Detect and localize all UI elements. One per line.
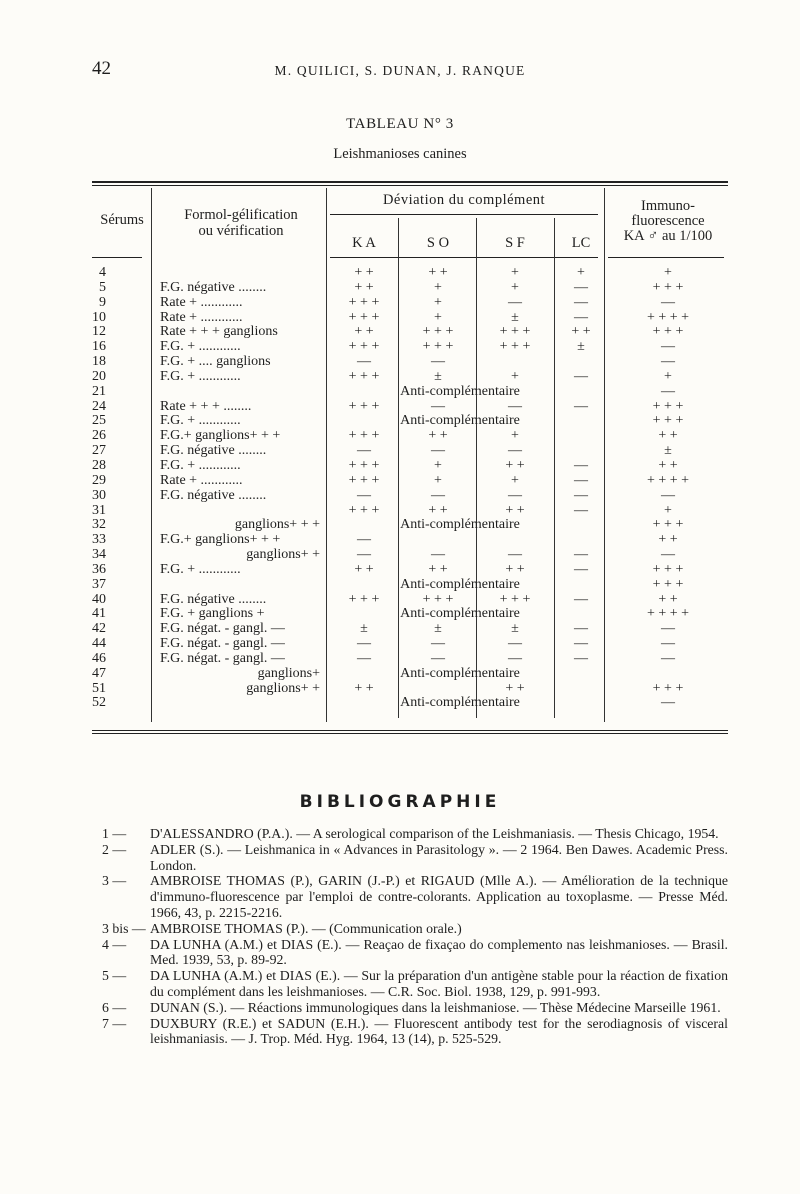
cell-serum: 37 bbox=[92, 576, 106, 592]
cell-so: + + bbox=[428, 561, 448, 577]
cell-ka: + + bbox=[354, 561, 374, 577]
cell-lc: — bbox=[574, 487, 588, 503]
header-rule-serums bbox=[92, 257, 142, 258]
cell-serum: 25 bbox=[92, 413, 106, 429]
cell-immunofluorescence: — bbox=[661, 547, 675, 563]
cell-sf: + + bbox=[505, 457, 525, 473]
cell-so: — bbox=[431, 443, 445, 459]
cell-formol: Rate + ............ bbox=[160, 294, 243, 310]
cell-ka: — bbox=[357, 354, 371, 370]
table-subtitle: Leishmanioses canines bbox=[333, 146, 467, 162]
cell-serum: 44 bbox=[92, 636, 106, 652]
table-row bbox=[0, 340, 800, 355]
cell-lc: — bbox=[574, 502, 588, 518]
cell-immunofluorescence: + bbox=[664, 502, 672, 518]
cell-immunofluorescence: — bbox=[661, 621, 675, 637]
cell-ka: + + bbox=[354, 324, 374, 340]
reference-item bbox=[92, 968, 728, 1000]
cell-immunofluorescence: — bbox=[661, 339, 675, 355]
reference-item bbox=[92, 826, 728, 842]
cell-sf: — bbox=[508, 443, 522, 459]
cell-immunofluorescence: + + + bbox=[652, 279, 684, 295]
cell-sf: + + bbox=[505, 502, 525, 518]
cell-serum: 41 bbox=[92, 606, 106, 622]
cell-serum: 20 bbox=[92, 368, 106, 384]
table-row bbox=[0, 593, 800, 608]
header-rule-deviation bbox=[330, 257, 598, 258]
reference-item bbox=[92, 921, 728, 937]
table-row bbox=[0, 281, 800, 296]
cell-so: — bbox=[431, 547, 445, 563]
table-row bbox=[0, 266, 800, 281]
cell-immunofluorescence: + + + + bbox=[646, 606, 690, 622]
cell-immunofluorescence: + + bbox=[658, 532, 678, 548]
cell-formol: Rate + ............ bbox=[160, 472, 243, 488]
cell-immunofluorescence: + + + bbox=[652, 576, 684, 592]
table-row bbox=[0, 459, 800, 474]
table-bottom-rule-thin bbox=[92, 733, 728, 734]
cell-immunofluorescence: + bbox=[664, 265, 672, 280]
cell-immunofluorescence: + + bbox=[658, 591, 678, 607]
cell-formol: F.G. négative ........ bbox=[160, 487, 267, 503]
table-row bbox=[0, 548, 800, 563]
header-rule-ifi bbox=[608, 257, 724, 258]
cell-sf: + bbox=[511, 368, 519, 384]
table-row bbox=[0, 325, 800, 340]
cell-anti-complementaire: Anti-complémentaire bbox=[400, 383, 520, 399]
cell-so: — bbox=[431, 650, 445, 666]
table-row bbox=[0, 622, 800, 637]
cell-serum: 24 bbox=[92, 398, 106, 414]
table-row bbox=[0, 696, 800, 711]
cell-immunofluorescence: + + + bbox=[652, 517, 684, 533]
cell-so: + + bbox=[428, 502, 448, 518]
cell-immunofluorescence: + + + + bbox=[646, 472, 690, 488]
cell-anti-complementaire: Anti-complémentaire bbox=[400, 576, 520, 592]
cell-formol: ganglions+ + + bbox=[234, 517, 320, 533]
cell-ka: + + bbox=[354, 279, 374, 295]
table-row bbox=[0, 667, 800, 682]
cell-formol: F.G. + ............ bbox=[160, 561, 241, 577]
bibliography-heading: BIBLIOGRAPHIE bbox=[299, 792, 501, 812]
cell-so: + + bbox=[428, 428, 448, 444]
cell-sf: — bbox=[508, 487, 522, 503]
cell-serum: 33 bbox=[92, 532, 106, 548]
table-body bbox=[0, 266, 800, 711]
table-row bbox=[0, 474, 800, 489]
cell-ka: — bbox=[357, 636, 371, 652]
table-row bbox=[0, 518, 800, 533]
header-serums: Sérums bbox=[100, 212, 144, 228]
cell-immunofluorescence: + + bbox=[658, 457, 678, 473]
cell-ka: + + bbox=[354, 265, 374, 280]
cell-immunofluorescence: + + + bbox=[652, 561, 684, 577]
header-lc: LC bbox=[571, 235, 591, 251]
cell-so: + bbox=[434, 294, 442, 310]
table-title: TABLEAU N° 3 bbox=[346, 116, 454, 132]
header-ifi-line1: Immuno- bbox=[641, 198, 695, 214]
cell-ka: + + + bbox=[348, 339, 380, 355]
reference-number: 6 — bbox=[102, 999, 127, 1015]
reference-item bbox=[92, 1016, 728, 1048]
cell-lc: — bbox=[574, 309, 588, 325]
cell-so: ± bbox=[434, 368, 442, 384]
cell-ka: + + + bbox=[348, 457, 380, 473]
cell-formol: F.G. + ganglions + bbox=[160, 606, 265, 622]
reference-item bbox=[92, 1000, 728, 1016]
cell-sf: + + + bbox=[499, 324, 531, 340]
cell-so: + bbox=[434, 309, 442, 325]
reference-item bbox=[92, 873, 728, 920]
header-so: S O bbox=[426, 235, 450, 251]
cell-serum: 29 bbox=[92, 472, 106, 488]
cell-ka: + + + bbox=[348, 591, 380, 607]
cell-formol: F.G. + ............ bbox=[160, 413, 241, 429]
cell-serum: 40 bbox=[92, 591, 106, 607]
header-ifi-line2: fluorescence bbox=[631, 213, 705, 229]
cell-formol: F.G. négat. - gangl. — bbox=[160, 636, 285, 652]
reference-number: 5 — bbox=[102, 968, 127, 984]
reference-list bbox=[92, 826, 728, 1047]
cell-immunofluorescence: + + bbox=[658, 428, 678, 444]
cell-so: — bbox=[431, 487, 445, 503]
cell-formol: Rate + + + ........ bbox=[160, 398, 252, 414]
table-row bbox=[0, 355, 800, 370]
reference-text: DA LUNHA (A.M.) et DIAS (E.). — Sur la préparation d'un antigène stable pour la réaction de fixation du complément dans les leishmanioses. — C.R. Soc. Biol. 1938, 129, p. 991-993. bbox=[150, 968, 728, 999]
cell-serum: 12 bbox=[92, 324, 106, 340]
cell-serum: 21 bbox=[92, 383, 106, 399]
cell-serum: 10 bbox=[92, 309, 106, 325]
cell-ka: + + + bbox=[348, 398, 380, 414]
cell-serum: 31 bbox=[92, 502, 106, 518]
cell-immunofluorescence: ± bbox=[664, 443, 672, 459]
reference-number: 1 — bbox=[102, 826, 127, 841]
cell-lc: — bbox=[574, 621, 588, 637]
cell-anti-complementaire: Anti-complémentaire bbox=[400, 695, 520, 711]
cell-so: + + + bbox=[422, 339, 454, 355]
cell-formol: F.G. négative ........ bbox=[160, 443, 267, 459]
cell-ka: + + + bbox=[348, 309, 380, 325]
table-row bbox=[0, 533, 800, 548]
reference-text: ADLER (S.). — Leishmanica in « Advances in Parasitology ». — 2 1964. Ben Dawes. Academic Press. London. bbox=[150, 841, 728, 873]
table-row bbox=[0, 414, 800, 429]
cell-formol: ganglions+ + bbox=[246, 547, 320, 563]
cell-lc: — bbox=[574, 591, 588, 607]
cell-formol: ganglions+ bbox=[257, 665, 320, 681]
cell-sf: ± bbox=[511, 621, 519, 637]
table-row bbox=[0, 444, 800, 459]
reference-number: 4 — bbox=[102, 936, 127, 952]
cell-so: + + + bbox=[422, 324, 454, 340]
cell-serum: 26 bbox=[92, 428, 106, 444]
cell-formol: F.G.+ ganglions+ + + bbox=[160, 532, 281, 548]
header-sf: S F bbox=[505, 235, 525, 251]
cell-lc: — bbox=[574, 636, 588, 652]
cell-lc: — bbox=[574, 398, 588, 414]
cell-sf: — bbox=[508, 547, 522, 563]
cell-lc: — bbox=[574, 650, 588, 666]
table-row bbox=[0, 637, 800, 652]
reference-text: DUXBURY (R.E.) et SADUN (E.H.). — Fluorescent antibody test for the serodiagnosis of visceral leishmaniasis. — J. Trop. Méd. Hyg. 1964, 13 (14), p. 525-529. bbox=[150, 1015, 728, 1047]
cell-sf: — bbox=[508, 636, 522, 652]
table-row bbox=[0, 385, 800, 400]
reference-number: 2 — bbox=[102, 841, 127, 857]
table-row bbox=[0, 504, 800, 519]
table-row bbox=[0, 370, 800, 385]
cell-so: + bbox=[434, 279, 442, 295]
cell-ka: + + + bbox=[348, 472, 380, 488]
cell-lc: — bbox=[574, 547, 588, 563]
reference-number: 3 bis — bbox=[102, 920, 146, 936]
cell-ka: + + bbox=[354, 680, 374, 696]
cell-immunofluorescence: — bbox=[661, 636, 675, 652]
cell-immunofluorescence: — bbox=[661, 650, 675, 666]
cell-lc: — bbox=[574, 472, 588, 488]
cell-serum: 28 bbox=[92, 457, 106, 473]
cell-ka: + + + bbox=[348, 428, 380, 444]
cell-sf: + bbox=[511, 265, 519, 280]
cell-anti-complementaire: Anti-complémentaire bbox=[400, 665, 520, 681]
cell-ka: ± bbox=[360, 621, 368, 637]
cell-immunofluorescence: — bbox=[661, 487, 675, 503]
cell-immunofluorescence: — bbox=[661, 354, 675, 370]
cell-ka: — bbox=[357, 532, 371, 548]
cell-so: + bbox=[434, 457, 442, 473]
cell-immunofluorescence: — bbox=[661, 383, 675, 399]
cell-immunofluorescence: — bbox=[661, 294, 675, 310]
cell-so: — bbox=[431, 354, 445, 370]
cell-ka: — bbox=[357, 650, 371, 666]
cell-formol: Rate + ............ bbox=[160, 309, 243, 325]
cell-lc: — bbox=[574, 279, 588, 295]
cell-serum: 36 bbox=[92, 561, 106, 577]
cell-serum: 34 bbox=[92, 547, 106, 563]
cell-lc: — bbox=[574, 457, 588, 473]
table-top-rule-thin bbox=[92, 185, 728, 186]
reference-number: 7 — bbox=[102, 1015, 127, 1031]
cell-immunofluorescence: + + + + bbox=[646, 309, 690, 325]
cell-sf: + + + bbox=[499, 339, 531, 355]
header-ka: K A bbox=[352, 235, 376, 251]
cell-serum: 46 bbox=[92, 650, 106, 666]
cell-formol: F.G. négat. - gangl. — bbox=[160, 621, 285, 637]
reference-item bbox=[92, 937, 728, 969]
cell-formol: F.G. négat. - gangl. — bbox=[160, 650, 285, 666]
cell-serum: 52 bbox=[92, 695, 106, 711]
cell-formol: F.G. négative ........ bbox=[160, 279, 267, 295]
cell-serum: 51 bbox=[92, 680, 106, 696]
cell-serum: 4 bbox=[99, 265, 106, 280]
reference-item bbox=[92, 842, 728, 874]
cell-formol: F.G.+ ganglions+ + + bbox=[160, 428, 281, 444]
cell-sf: — bbox=[508, 294, 522, 310]
cell-so: + + + bbox=[422, 591, 454, 607]
cell-serum: 47 bbox=[92, 665, 106, 681]
table-row bbox=[0, 296, 800, 311]
cell-serum: 16 bbox=[92, 339, 106, 355]
cell-lc: + bbox=[577, 265, 585, 280]
table-row bbox=[0, 400, 800, 415]
cell-ka: — bbox=[357, 547, 371, 563]
cell-sf: — bbox=[508, 398, 522, 414]
cell-serum: 9 bbox=[99, 294, 106, 310]
cell-sf: + bbox=[511, 428, 519, 444]
cell-lc: ± bbox=[577, 339, 585, 355]
table-row bbox=[0, 311, 800, 326]
cell-formol: F.G. + ............ bbox=[160, 457, 241, 473]
cell-sf: + + + bbox=[499, 591, 531, 607]
table-row bbox=[0, 429, 800, 444]
cell-sf: + + bbox=[505, 680, 525, 696]
header-formol-line1: Formol-gélification bbox=[184, 207, 298, 223]
cell-ka: — bbox=[357, 443, 371, 459]
cell-formol: ganglions+ + bbox=[246, 680, 320, 696]
table-row bbox=[0, 607, 800, 622]
cell-formol: F.G. + ............ bbox=[160, 368, 241, 384]
cell-serum: 42 bbox=[92, 621, 106, 637]
cell-serum: 30 bbox=[92, 487, 106, 503]
cell-so: — bbox=[431, 636, 445, 652]
reference-text: DUNAN (S.). — Réactions immunologiques dans la leishmaniose. — Thèse Médecine Marseille 1961. bbox=[150, 999, 721, 1015]
table-row bbox=[0, 563, 800, 578]
cell-immunofluorescence: + + + bbox=[652, 398, 684, 414]
cell-formol: Rate + + + ganglions bbox=[160, 324, 278, 340]
cell-formol: F.G. négative ........ bbox=[160, 591, 267, 607]
reference-text: AMBROISE THOMAS (P.). — (Communication orale.) bbox=[150, 920, 462, 936]
cell-immunofluorescence: + bbox=[664, 368, 672, 384]
cell-serum: 32 bbox=[92, 517, 106, 533]
header-ifi-line3: KA ♂ au 1/100 bbox=[623, 228, 713, 244]
cell-so: + bbox=[434, 472, 442, 488]
cell-ka: + + + bbox=[348, 368, 380, 384]
cell-formol: F.G. + .... ganglions bbox=[160, 354, 271, 370]
table-row bbox=[0, 682, 800, 697]
cell-lc: — bbox=[574, 294, 588, 310]
reference-text: DA LUNHA (A.M.) et DIAS (E.). — Reaçao de fixaçao do complemento nas leishmanioses. — Brasil. Med. 1939, 53, p. 89-92. bbox=[150, 936, 728, 968]
cell-immunofluorescence: + + + bbox=[652, 413, 684, 429]
cell-sf: ± bbox=[511, 309, 519, 325]
cell-ka: + + + bbox=[348, 294, 380, 310]
cell-sf: — bbox=[508, 650, 522, 666]
cell-immunofluorescence: + + + bbox=[652, 324, 684, 340]
cell-serum: 27 bbox=[92, 443, 106, 459]
cell-anti-complementaire: Anti-complémentaire bbox=[400, 517, 520, 533]
table-row bbox=[0, 652, 800, 667]
cell-sf: + bbox=[511, 279, 519, 295]
table-row bbox=[0, 578, 800, 593]
cell-formol: F.G. + ............ bbox=[160, 339, 241, 355]
cell-anti-complementaire: Anti-complémentaire bbox=[400, 606, 520, 622]
cell-lc: + + bbox=[571, 324, 591, 340]
running-head: M. QUILICI, S. DUNAN, J. RANQUE bbox=[274, 63, 526, 78]
page-number: 42 bbox=[92, 58, 111, 79]
cell-so: + + bbox=[428, 265, 448, 280]
cell-anti-complementaire: Anti-complémentaire bbox=[400, 413, 520, 429]
cell-serum: 5 bbox=[99, 279, 106, 295]
table-top-rule bbox=[92, 181, 728, 183]
reference-text: D'ALESSANDRO (P.A.). — A serological comparison of the Leishmaniasis. — Thesis Chicago, 1954. bbox=[150, 826, 719, 841]
cell-immunofluorescence: — bbox=[661, 695, 675, 711]
cell-ka: — bbox=[357, 487, 371, 503]
cell-ka: + + + bbox=[348, 502, 380, 518]
table-bottom-rule bbox=[92, 730, 728, 731]
cell-serum: 18 bbox=[92, 354, 106, 370]
reference-number: 3 — bbox=[102, 873, 127, 889]
cell-lc: — bbox=[574, 368, 588, 384]
cell-lc: — bbox=[574, 561, 588, 577]
cell-immunofluorescence: + + + bbox=[652, 680, 684, 696]
table-row bbox=[0, 489, 800, 504]
cell-sf: + bbox=[511, 472, 519, 488]
reference-text: AMBROISE THOMAS (P.), GARIN (J.-P.) et RIGAUD (Mlle A.). — Amélioration de la technique d'immuno-fluorescence par l'emploi de contre-colorants. Application au toxoplasme. — Presse Méd. 1966, 43, p. 2215-2216. bbox=[150, 873, 728, 920]
header-formol-line2: ou vérification bbox=[198, 223, 284, 239]
deviation-rule bbox=[330, 214, 598, 215]
header-deviation: Déviation du complément bbox=[382, 192, 546, 208]
cell-so: ± bbox=[434, 621, 442, 637]
cell-so: — bbox=[431, 398, 445, 414]
cell-sf: + + bbox=[505, 561, 525, 577]
